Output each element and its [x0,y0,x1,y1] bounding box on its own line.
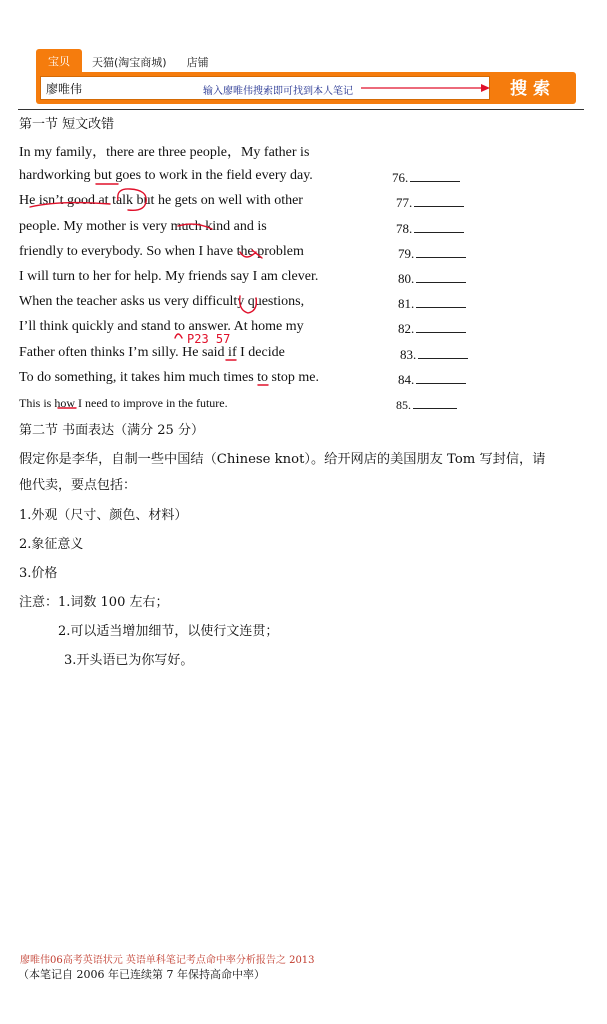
passage-line: Father often thinks I’m silly. He said if I decide [19,345,285,360]
answer-blank [398,271,466,287]
arrow-right-icon [361,83,491,93]
answer-blank [398,372,466,388]
search-input-value: 廖唯伟 [46,82,83,96]
blank-number: 82. [398,321,415,336]
passage-line: people. My mother is very much kind and is [19,219,267,234]
passage-line: In my family，there are three people，My father is [19,145,310,160]
blank-number: 81. [398,296,415,311]
passage-line: He isn’t good at talk but he gets on well with other [19,193,303,208]
section2-title: 第二节 书面表达（满分 25 分） [19,423,204,438]
requirement-point: 2.象征意义 [19,537,84,552]
note-item: 2.可以适当增加细节，以使行文连贯； [58,624,279,639]
answer-blank [400,347,468,363]
passage-line: I’ll think quickly and stand to answer. At home my [19,319,304,334]
requirement-point: 3.价格 [19,566,58,581]
answer-blank [396,195,464,211]
requirement-point: 1.外观（尺寸、颜色、材料） [19,508,188,523]
search-hint: 输入廖唯伟搜索即可找到本人笔记 [203,86,353,97]
search-input[interactable] [40,76,490,100]
answer-blank [398,246,466,262]
passage-line: friendly to everybody. So when I have the problem [19,244,304,259]
tab-shop[interactable]: 店铺 [186,56,209,69]
blank-number: 80. [398,271,415,286]
section1-title: 第一节 短文改错 [19,117,115,132]
passage-line: To do something, it takes him much times to stop me. [19,370,319,385]
answer-blank [392,170,460,186]
search-tabs [36,52,219,73]
footer-subtitle: （本笔记自 2006 年已连续第 7 年保持高命中率） [18,968,265,981]
search-bar [36,72,576,104]
tab-baobei[interactable]: 宝贝 [36,49,82,73]
answer-blank [398,321,466,337]
handwritten-note: P23 57 [187,332,231,346]
writing-prompt: 他代卖，要点包括： [19,478,137,493]
blank-number: 78. [396,221,413,236]
passage-line: I will turn to her for help. My friends say I am clever. [19,269,319,284]
search-button[interactable]: 搜索 [494,75,572,101]
tab-tmall[interactable]: 天猫(淘宝商城) [92,56,167,69]
blank-number: 85. [396,398,411,412]
answer-blank [396,397,457,413]
blank-number: 76. [392,170,409,185]
writing-prompt: 假定你是李华，自制一些中国结（Chinese knot）。给开网店的美国朋友 Tom 写封信，请 [19,452,546,467]
note-item: 3.开头语已为你写好。 [64,653,194,668]
answer-blank [396,221,464,237]
blank-number: 79. [398,246,415,261]
blank-number: 77. [396,195,413,210]
passage-line: When the teacher asks us very difficulty questions, [19,294,305,309]
divider [18,109,584,110]
passage-line: hardworking but goes to work in the field every day. [19,168,313,183]
footer-title: 廖唯伟06高考英语状元 英语单科笔记考点命中率分析报告之 2013 [20,955,315,966]
passage-line: This is how I need to improve in the future. [19,396,228,410]
blank-number: 84. [398,372,415,387]
note-item: 注意：1.词数 100 左右； [19,595,169,610]
blank-number: 83. [400,347,417,362]
answer-blank [398,296,466,312]
